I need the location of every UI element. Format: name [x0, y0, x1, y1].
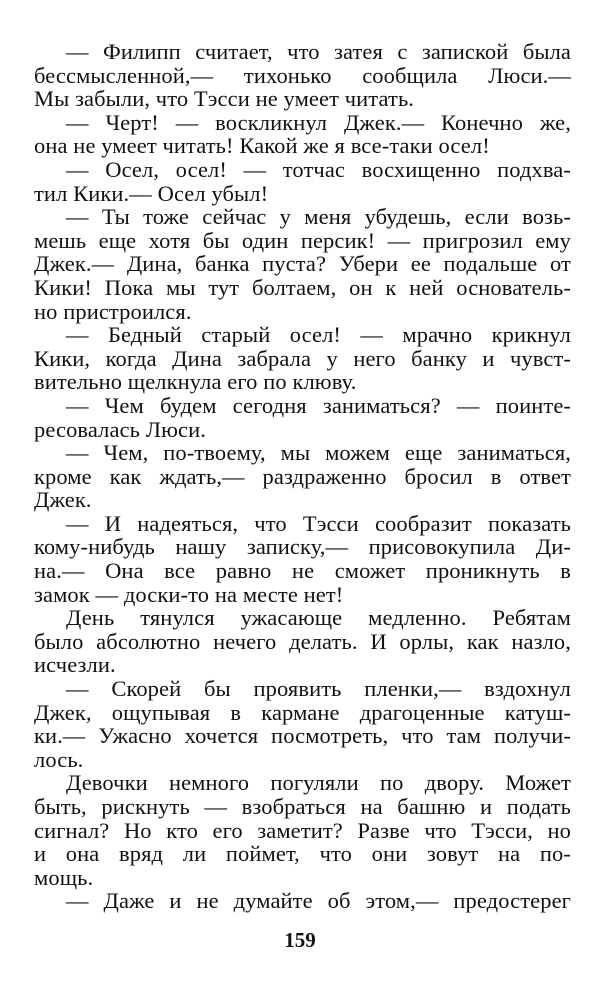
text-line: — Ты тоже сейчас у меня убудешь, если возь-: [66, 204, 571, 230]
text-line: — Осел, осел! — тотчас восхищенно подхва-: [66, 156, 571, 182]
text-line: Кики, когда Дина забрала у него банку и чувст-: [34, 345, 571, 371]
text-line: вительно щелкнула его по клюву.: [34, 369, 357, 395]
text-line: но пристроился.: [34, 298, 192, 324]
text-line: — Чем, по-твоему, мы можем еще заниматься,: [66, 440, 571, 466]
text-line: Джек, ощупывая в кармане драгоценные катуш-: [34, 699, 571, 725]
text-line: — Бедный старый осел! — мрачно крикнул: [66, 322, 571, 348]
text-line: — Черт! — воскликнул Джек.— Конечно же,: [66, 109, 571, 135]
text-line: мощь.: [34, 864, 94, 890]
text-line: тил Кики.— Осел убыл!: [34, 180, 269, 206]
text-line: Джек.— Дина, банка пуста? Убери ее подальше от: [34, 251, 571, 277]
text-line: — Филипп считает, что затея с запиской была: [66, 39, 571, 64]
text-line: — Чем будем сегодня заниматься? — поинте-: [66, 392, 571, 418]
text-line: ки.— Ужасно хочется посмотреть, что там получи-: [34, 723, 571, 749]
text-line: на.— Она все равно не сможет проникнуть в: [34, 558, 571, 584]
text-line: мешь еще хотя бы один персик! — пригрозил ему: [34, 227, 571, 253]
text-line: День тянулся ужасающе медленно. Ребятам: [66, 605, 571, 631]
text-line: — Скорей бы проявить пленки,— вздохнул: [66, 676, 571, 702]
page-number: 159: [284, 928, 316, 952]
text-line: Мы забыли, что Тэсси не умеет читать.: [34, 86, 415, 112]
text-line: и она вряд ли поймет, что они зовут на по-: [34, 841, 571, 867]
book-page-text: [34, 40, 571, 913]
text-line: лось.: [34, 746, 84, 772]
text-line: бессмысленной,— тихонько сообщила Люси.—: [34, 62, 571, 88]
text-line: сигнал? Но кто его заметит? Разве что Тэсси, но: [34, 817, 571, 843]
text-line: — Даже и не думайте об этом,— предостерег: [66, 888, 571, 914]
text-line: кроме как ждать,— раздраженно бросил в ответ: [34, 463, 571, 489]
text-line: Кики! Пока мы тут болтаем, он к ней основатель-: [34, 274, 571, 300]
text-line: исчезли.: [34, 652, 116, 678]
text-line: кому-нибудь нашу записку,— присовокупила Ди-: [34, 534, 571, 560]
text-line: было абсолютно нечего делать. И орлы, как назло,: [34, 628, 571, 654]
text-line: замок — доски-то на месте нет!: [34, 581, 344, 607]
text-line: ресовалась Люси.: [34, 416, 206, 442]
text-line: — И надеяться, что Тэсси сообразит показать: [66, 510, 571, 536]
text-line: Девочки немного погуляли по двору. Может: [66, 770, 571, 796]
text-line: Джек.: [34, 487, 92, 513]
text-line: она не умеет читать! Какой же я все-таки осел!: [34, 133, 490, 159]
text-line: быть, рискнуть — взобраться на башню и подать: [34, 794, 571, 819]
